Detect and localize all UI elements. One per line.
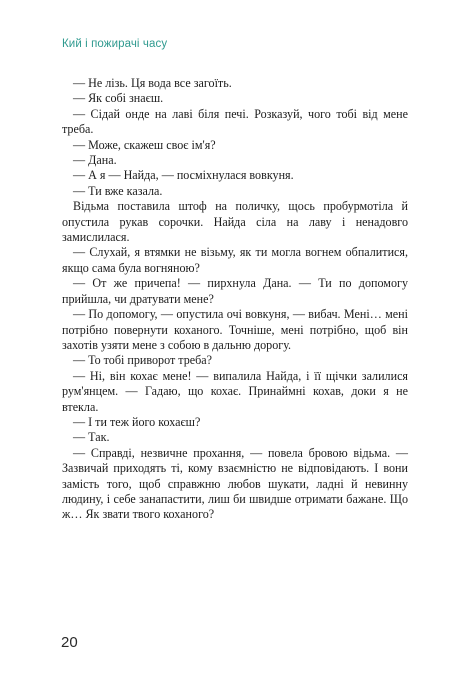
page-number: 20 <box>61 634 78 651</box>
paragraph: — Не лізь. Ця вода все загоїть. <box>73 76 232 90</box>
paragraph: — Справді, незвичне прохання, — повела бровою відьма. — Зазвичай приходять ті, кому взаємністю не відповідають. І вони замість того, щоб справжню любов шукати, ладні й невинну людину, і себе занапастити, лиш би швидше отримати бажане. Що ж… Як звати твого коханого? <box>62 445 408 522</box>
paragraph: — То тобі приворот треба? <box>73 353 213 368</box>
paragraph: Відьма поставила штоф на поличку, щось пробурмотіла й опустила рукав сорочки. Найда сіла на лаву і ненадовго замислилася. <box>62 199 408 245</box>
running-header: Кий і пожирачі часу <box>62 38 168 50</box>
paragraph: — От же причепа! — пирхнула Дана. — Ти по допомогу прийшла, чи дратувати мене? <box>62 276 408 306</box>
paragraph: — Може, скажеш своє ім'я? <box>73 137 216 152</box>
paragraph: — Слухай, я втямки не візьму, як ти могла вогнем обпалитися, якщо сама була вогняною? <box>62 245 408 275</box>
paragraph: — Дана. <box>73 153 117 168</box>
paragraph: — Так. <box>73 430 110 445</box>
body-text <box>62 76 408 523</box>
paragraph: — А я — Найда, — посміхнулася вовкуня. <box>73 168 294 183</box>
paragraph: — По допомогу, — опустила очі вовкуня, — вибач. Мені… мені потрібно повернути коханого. Точніше, мені потрібно, щоб він захотів узяти мене з собою в дальню дорогу. <box>62 307 408 352</box>
paragraph: — Ти вже казала. <box>73 183 163 198</box>
paragraph: — Як собі знаєш. <box>73 91 164 106</box>
paragraph: — Сідай онде на лаві біля печі. Розказуй, чого тобі від мене треба. <box>62 106 408 137</box>
paragraph: — Ні, він кохає мене! — випалила Найда, і її щічки залилися рум'янцем. — Гадаю, що кохає. Принаймні кохав, доки я не втекла. <box>62 368 408 414</box>
paragraph: — І ти теж його кохаєш? <box>73 414 201 429</box>
